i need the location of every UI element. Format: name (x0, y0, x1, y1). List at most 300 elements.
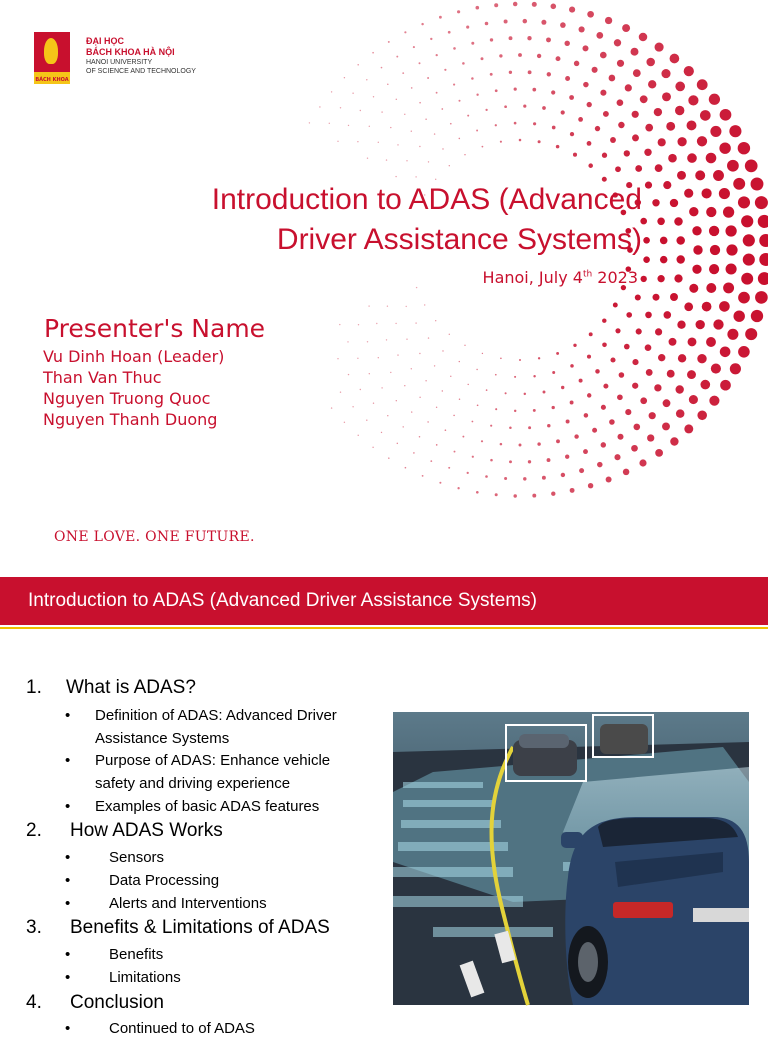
decor-dot (411, 368, 412, 369)
decor-dot (348, 125, 349, 126)
bullet-item: • Purpose of ADAS: Enhance vehicle (65, 752, 331, 769)
decor-dot (519, 444, 522, 447)
decor-dot (674, 217, 682, 225)
decor-dot (687, 153, 697, 163)
decor-dot (419, 146, 420, 147)
decor-dot (696, 320, 705, 329)
decor-dot (709, 396, 719, 406)
decor-dot (632, 111, 639, 118)
decor-dot (551, 4, 557, 10)
decor-dot (684, 189, 693, 198)
decor-dot (677, 321, 685, 329)
presenter-name: Nguyen Thanh Duong (43, 410, 218, 429)
decor-dot (366, 79, 367, 80)
decor-dot (733, 178, 745, 190)
decor-dot (687, 120, 697, 130)
decor-dot (751, 310, 763, 322)
decor-dot (352, 406, 353, 407)
decor-dot (573, 344, 576, 347)
decor-dot (657, 218, 665, 226)
decor-dot (404, 385, 405, 386)
decor-dot (442, 350, 443, 351)
decor-dot (635, 294, 641, 300)
decor-dot (387, 84, 389, 86)
decor-dot (369, 373, 370, 374)
decor-dot (566, 420, 570, 424)
decor-dot (514, 410, 516, 412)
decor-dot (538, 357, 540, 359)
decor-dot (436, 54, 438, 56)
decor-dot (668, 154, 677, 163)
decor-dot (542, 476, 546, 480)
decor-dot (434, 133, 435, 134)
decor-dot (381, 67, 383, 69)
decor-dot (406, 306, 407, 307)
decor-dot (592, 428, 597, 433)
decor-dot (684, 302, 693, 311)
bullet-item: • Benefits (65, 946, 164, 963)
decor-dot (482, 146, 484, 148)
decor-dot (738, 196, 750, 208)
decor-dot (551, 90, 555, 94)
decor-dot (499, 54, 502, 57)
decor-dot (560, 22, 566, 28)
decor-dot (518, 53, 522, 57)
decor-dot (457, 10, 460, 13)
decor-dot (667, 370, 675, 378)
decor-dot (711, 364, 721, 374)
decor-dot (587, 355, 591, 359)
decor-dot (419, 102, 421, 104)
decor-dot (583, 82, 589, 88)
presenter-name: Than Van Thuc (43, 368, 162, 387)
bullet-item: • Sensors (65, 849, 165, 866)
decor-dot (706, 337, 716, 347)
decor-dot (741, 215, 753, 227)
decor-dot (453, 84, 455, 86)
decor-dot (660, 256, 668, 264)
decor-dot (467, 115, 469, 117)
decor-dot (329, 123, 330, 124)
decor-dot (702, 302, 712, 312)
decor-dot (454, 451, 456, 453)
decor-dot (723, 206, 734, 217)
decor-dot (697, 354, 706, 363)
decor-dot (427, 421, 428, 422)
decor-dot (647, 434, 654, 441)
decor-dot (505, 392, 507, 394)
decor-dot (427, 77, 429, 79)
decor-dot (337, 358, 338, 359)
decor-dot (372, 52, 374, 54)
car-illustration (561, 817, 749, 1005)
decor-dot (646, 369, 653, 376)
decor-dot (367, 341, 368, 342)
decor-dot (395, 323, 396, 324)
decor-dot (537, 54, 541, 58)
decor-dot (422, 475, 424, 477)
decor-dot (344, 422, 345, 423)
decor-dot (592, 67, 598, 73)
decor-dot (670, 54, 680, 64)
decor-dot (713, 319, 723, 329)
decor-dot (635, 165, 642, 172)
decor-dot (532, 494, 536, 498)
decor-dot (688, 95, 698, 105)
decor-dot (490, 425, 492, 427)
decor-dot (617, 434, 623, 440)
decor-dot (596, 32, 603, 39)
decor-dot (602, 318, 606, 322)
decor-dot (652, 294, 659, 301)
decor-dot (406, 339, 407, 340)
bullet-item: • Alerts and Interventions (65, 895, 267, 912)
decor-dot (556, 145, 560, 149)
logo-line-3: HANOI UNIVERSITY (86, 59, 153, 66)
decor-dot (425, 118, 426, 119)
decor-dot (523, 19, 528, 24)
decor-dot (528, 426, 531, 429)
decor-dot (528, 70, 532, 74)
decor-dot (476, 94, 478, 96)
decor-dot (615, 328, 620, 333)
decor-dot (654, 384, 661, 391)
date-text: Hanoi, July 4 (482, 268, 583, 287)
decor-dot (602, 342, 607, 347)
decor-dot (490, 73, 493, 76)
decor-dot (415, 176, 416, 177)
decor-dot (645, 124, 653, 132)
decor-dot (613, 303, 618, 308)
decor-dot (570, 488, 575, 493)
decor-dot (684, 66, 694, 76)
decor-dot (357, 64, 359, 66)
decor-dot (661, 69, 670, 78)
decor-dot (411, 87, 413, 89)
decor-dot (397, 443, 398, 444)
decor-dot (609, 75, 616, 82)
decor-dot (675, 82, 685, 92)
decor-dot (462, 436, 464, 438)
decor-dot (663, 181, 671, 189)
decor-dot (713, 170, 724, 181)
decor-dot (360, 110, 361, 111)
decor-dot (378, 142, 379, 143)
decor-dot (552, 406, 555, 409)
decor-dot (666, 122, 675, 131)
decor-dot (618, 122, 624, 128)
decor-dot (755, 196, 768, 209)
decor-dot (476, 491, 479, 494)
decor-dot (514, 88, 517, 91)
presenter-name: Vu Dinh Hoan (Leader) (43, 347, 225, 366)
decor-dot (624, 150, 630, 156)
decor-dot (509, 460, 512, 463)
decor-dot (697, 79, 708, 90)
decor-dot (445, 429, 447, 431)
decor-dot (561, 110, 565, 114)
decor-dot (404, 114, 405, 115)
decor-dot (500, 358, 502, 360)
decor-dot (689, 395, 698, 404)
decor-dot (692, 226, 701, 235)
decor-dot (726, 244, 737, 255)
decor-dot (687, 370, 696, 379)
decor-dot (755, 291, 768, 304)
decor-dot (600, 52, 607, 59)
decor-dot (646, 58, 655, 67)
decor-dot (662, 92, 671, 101)
decor-dot (614, 39, 621, 46)
decor-dot (657, 275, 664, 282)
section-heading (26, 820, 223, 842)
decor-dot (471, 77, 474, 80)
section-heading (26, 917, 330, 939)
decor-dot (514, 376, 516, 378)
decor-dot (368, 305, 369, 306)
agenda-banner: Introduction to ADAS (Advanced Driver Assistance Systems) (0, 577, 768, 625)
decor-dot (441, 108, 443, 110)
decor-dot (494, 3, 498, 7)
decor-dot (309, 122, 310, 123)
decor-dot (569, 95, 574, 100)
decor-dot (655, 43, 664, 52)
decor-dot (602, 153, 607, 158)
decor-dot (453, 47, 456, 50)
decor-dot (603, 111, 609, 117)
decor-dot (617, 60, 624, 67)
decor-dot (655, 328, 662, 335)
decor-dot (386, 159, 387, 160)
decor-dot (543, 391, 546, 394)
decor-dot (419, 62, 421, 64)
section-heading (26, 677, 196, 699)
decor-dot (459, 398, 460, 399)
decor-dot (331, 407, 332, 408)
decor-dot (495, 124, 497, 126)
bullet-item: • Definition of ADAS: Advanced Driver (65, 707, 337, 724)
decor-dot (730, 363, 741, 374)
decor-dot (676, 409, 685, 418)
tagline: ONE LOVE. ONE FUTURE. (54, 529, 255, 545)
section-title: How ADAS Works (70, 820, 223, 841)
decor-dot (430, 38, 432, 40)
decor-dot (695, 170, 705, 180)
decor-dot (587, 102, 592, 107)
decor-dot (709, 264, 719, 274)
logo-line-1: ĐẠI HỌC (86, 36, 124, 46)
decor-dot (376, 323, 377, 324)
decor-dot (639, 33, 648, 42)
decor-dot (481, 57, 484, 60)
section-title: Benefits & Limitations of ADAS (70, 917, 330, 938)
title-line-2: Driver Assistance Systems) (276, 223, 642, 256)
decor-dot (490, 38, 493, 41)
decor-dot (485, 109, 487, 111)
decor-dot (609, 419, 615, 425)
decor-dot (574, 434, 578, 438)
decor-dot (449, 334, 450, 335)
decor-dot (405, 467, 407, 469)
section-title: Conclusion (70, 992, 164, 1013)
decor-dot (464, 345, 465, 346)
bullet-item: • Examples of basic ADAS features (65, 798, 320, 815)
decor-dot (643, 237, 650, 244)
decor-dot (419, 353, 420, 354)
decor-dot (636, 328, 642, 334)
decor-dot (601, 442, 606, 447)
decor-dot (381, 387, 382, 388)
decor-dot (547, 458, 551, 462)
agenda-content (0, 629, 768, 1037)
decor-dot (720, 380, 731, 391)
decor-dot (357, 358, 358, 359)
decor-dot (689, 284, 698, 293)
bullet-item: • Limitations (65, 969, 181, 986)
logo-emblem (34, 32, 70, 84)
decor-dot (533, 122, 536, 125)
decor-dot (360, 389, 361, 390)
decor-dot (751, 178, 764, 191)
decor-dot (632, 134, 639, 141)
decor-dot (570, 132, 574, 136)
decor-dot (569, 7, 575, 13)
decor-dot (481, 440, 483, 442)
decor-dot (466, 26, 469, 29)
decor-dot (397, 354, 398, 355)
decor-dot (523, 105, 526, 108)
decor-dot (700, 380, 710, 390)
decor-dot (387, 415, 388, 416)
decor-dot (709, 94, 720, 105)
decor-dot (677, 171, 686, 180)
decor-dot (587, 141, 592, 146)
decor-dot (386, 339, 387, 340)
decor-dot (459, 361, 460, 362)
decor-dot (436, 444, 438, 446)
decor-dot (413, 452, 415, 454)
decor-dot (678, 354, 686, 362)
decor-dot (541, 20, 546, 25)
decor-dot (720, 346, 731, 357)
decor-dot (588, 163, 593, 168)
decor-dot (547, 424, 550, 427)
decor-dot (453, 415, 455, 417)
decor-dot (625, 409, 631, 415)
decor-dot (643, 256, 650, 263)
decor-dot (436, 92, 438, 94)
decor-dot (631, 445, 638, 452)
decor-dot (675, 106, 684, 115)
decor-dot (709, 226, 719, 236)
decor-dot (583, 449, 588, 454)
section-title: What is ADAS? (66, 677, 196, 698)
decor-dot (533, 375, 535, 377)
decor-dot (340, 392, 341, 393)
decor-dot (387, 306, 388, 307)
decor-dot (614, 454, 620, 460)
decor-dot (579, 379, 583, 383)
decor-dot (710, 126, 721, 137)
decor-dot (733, 310, 744, 321)
decor-dot (500, 443, 503, 446)
decor-dot (547, 72, 551, 76)
decor-dot (663, 399, 671, 407)
decor-dot (625, 84, 632, 91)
bullet-continuation: Assistance Systems (95, 730, 230, 747)
decor-dot (500, 141, 502, 143)
decor-dot (533, 409, 536, 412)
decor-dot (601, 405, 606, 410)
decor-dot (633, 424, 640, 431)
decor-dot (485, 22, 489, 26)
decor-dot (706, 153, 717, 164)
decor-dot (434, 365, 435, 366)
decor-dot (743, 234, 755, 246)
decor-dot (689, 207, 698, 216)
decor-dot (450, 123, 452, 125)
decor-dot (366, 420, 367, 421)
decor-dot (702, 188, 712, 198)
decor-dot (556, 439, 560, 443)
presentation-title (82, 180, 642, 260)
decor-dot (319, 106, 320, 107)
decor-dot (579, 468, 584, 473)
decor-dot (655, 449, 663, 457)
decor-dot (458, 100, 460, 102)
decor-dot (490, 459, 493, 462)
decor-dot (551, 492, 555, 496)
decor-dot (645, 312, 652, 319)
decor-dot (725, 225, 736, 236)
decor-dot (624, 344, 630, 350)
decor-dot (639, 459, 646, 466)
decor-dot (424, 304, 425, 305)
decor-dot (485, 475, 488, 478)
decor-dot (527, 36, 531, 40)
decor-dot (396, 99, 397, 100)
decor-dot (514, 122, 517, 125)
decor-dot (579, 26, 585, 32)
decor-dot (759, 234, 768, 247)
decor-dot (584, 413, 589, 418)
decor-dot (509, 426, 512, 429)
decor-dot (428, 337, 429, 338)
decor-dot (448, 467, 450, 469)
decor-dot (615, 166, 621, 172)
decor-dot (706, 207, 716, 217)
title-line-1: Introduction to ADAS (Advanced (211, 183, 642, 216)
decor-dot (476, 130, 478, 132)
decor-dot (439, 16, 442, 19)
decor-dot (472, 421, 474, 423)
decor-dot (758, 272, 768, 285)
decor-dot (381, 432, 382, 433)
decor-dot (519, 139, 522, 142)
decor-dot (402, 72, 404, 74)
decor-dot (738, 346, 750, 358)
decor-dot (411, 131, 412, 132)
decor-dot (435, 320, 436, 321)
decor-dot (372, 447, 373, 448)
decor-dot (532, 2, 537, 7)
decor-dot (425, 380, 426, 381)
decor-dot (710, 245, 720, 255)
decor-dot (513, 2, 518, 7)
decor-dot (677, 137, 686, 146)
decor-dot (381, 111, 382, 112)
decor-dot (626, 312, 632, 318)
